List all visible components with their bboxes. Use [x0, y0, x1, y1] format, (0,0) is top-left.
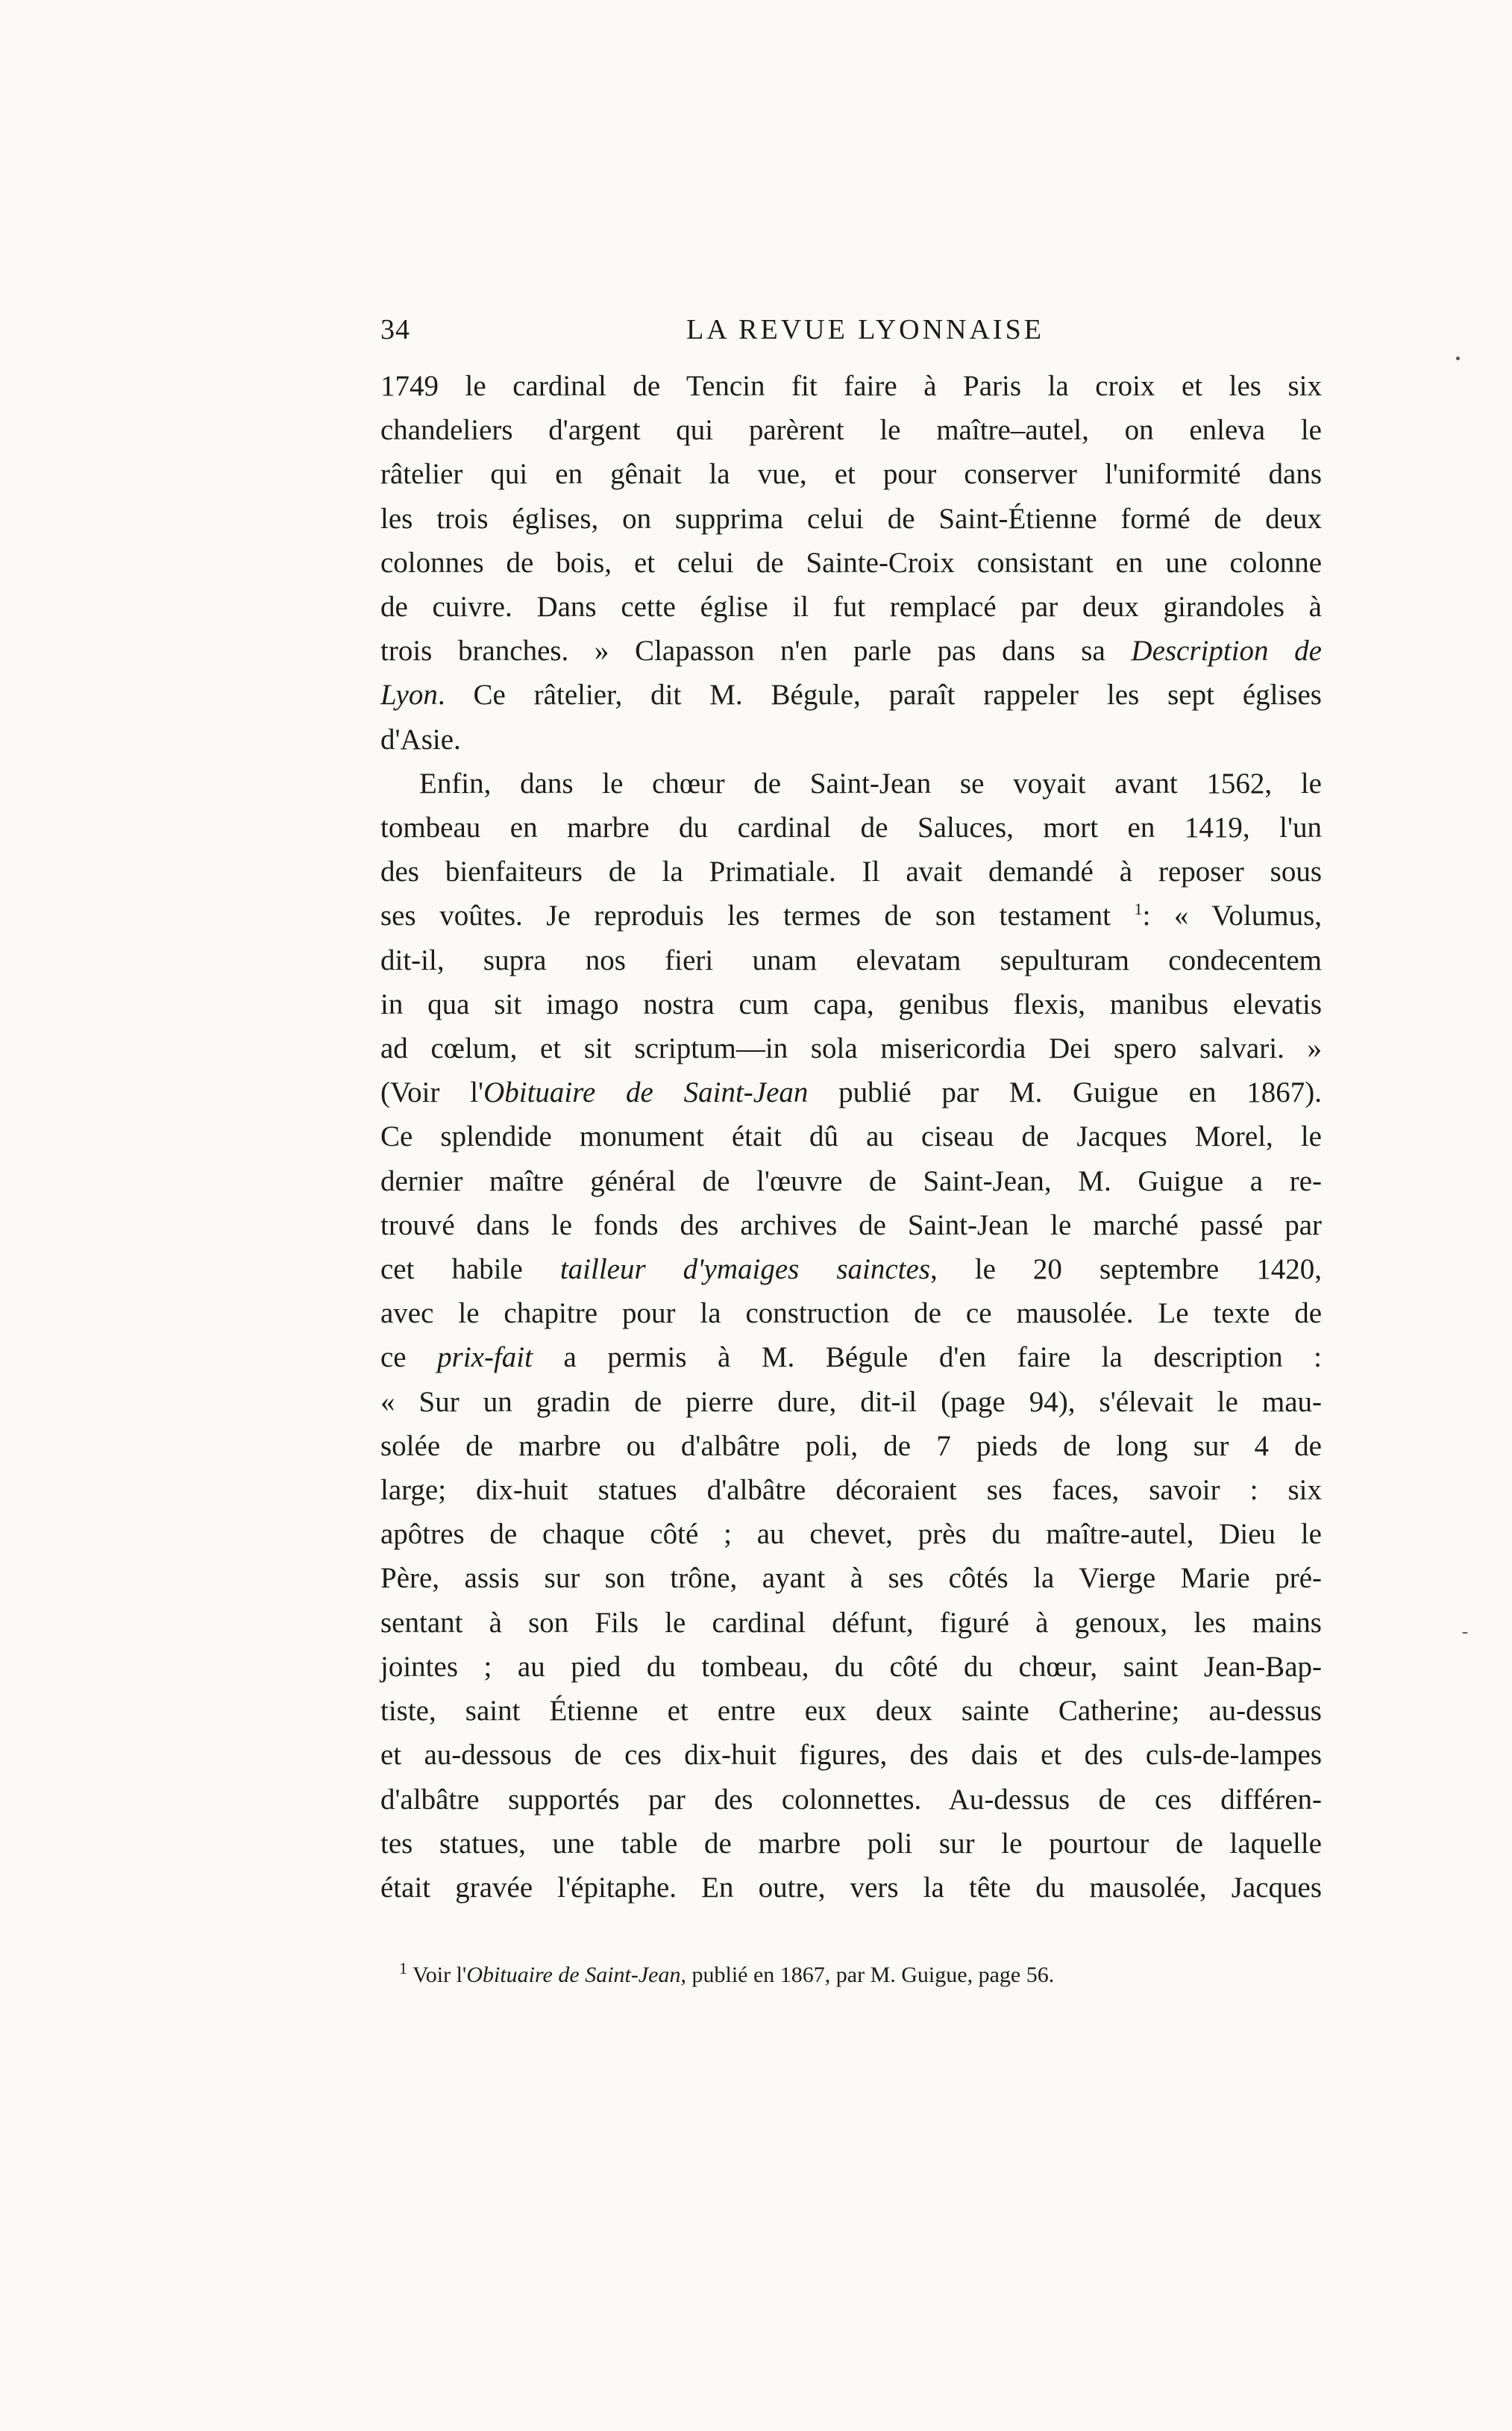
text-line — [380, 1070, 1322, 1114]
journal-title: LA REVUE LYONNAISE — [686, 314, 1044, 345]
text-run: (Voir l' — [380, 1076, 484, 1109]
text-line: Ce splendide monument était dû au ciseau de Jacques Morel, le — [380, 1120, 1322, 1153]
text-line — [380, 1335, 1322, 1379]
italic-title: Obituaire de Saint-Jean — [466, 1963, 681, 1987]
footnote-text: Voir l' — [407, 1963, 467, 1987]
text-run: : « Volumus, — [1142, 900, 1322, 932]
body-text — [380, 364, 1322, 1910]
text-line: trouvé dans le fonds des archives de Saint-Jean le marché passé par — [380, 1208, 1322, 1241]
text-line — [380, 629, 1322, 673]
text-line: dernier maître général de l'œuvre de Saint-Jean, M. Guigue a re- — [380, 1164, 1322, 1197]
footnote-reference: 1 — [1134, 900, 1143, 919]
text-line: dit-il, supra nos fieri unam elevatam sepulturam condecentem — [380, 944, 1322, 976]
text-line: apôtres de chaque côté ; au chevet, près du maître-autel, Dieu le — [380, 1518, 1322, 1551]
text-line: ad cœlum, et sit scriptum—in sola misericordia Dei spero salvari. » — [380, 1032, 1322, 1065]
text-line: d'albâtre supportés par des colonnettes. Au-dessus de ces différen- — [380, 1783, 1322, 1816]
footnote-text: , publié en 1867, par M. Guigue, page 56. — [680, 1963, 1055, 1987]
text-line — [380, 1247, 1322, 1291]
text-run: publié par M. Guigue en 1867). — [808, 1076, 1322, 1109]
ink-speck — [1462, 1632, 1468, 1634]
text-line: râtelier qui en gênait la vue, et pour conserver l'uniformité dans — [380, 458, 1322, 491]
text-line: tombeau en marbre du cardinal de Saluces, mort en 1419, l'un — [380, 812, 1322, 844]
text-line: et au-dessous de ces dix-huit figures, des dais et des culs-de-lampes — [380, 1739, 1322, 1772]
text-line: sentant à son Fils le cardinal défunt, figuré à genoux, les mains — [380, 1606, 1322, 1639]
text-line: chandeliers d'argent qui parèrent le maître–autel, on enleva le — [380, 414, 1322, 447]
text-line: de cuivre. Dans cette église il fut remplacé par deux girandoles à — [380, 591, 1322, 624]
page-number: 34 — [380, 314, 410, 345]
text-line: « Sur un gradin de pierre dure, dit-il (page 94), s'élevait le mau- — [380, 1385, 1322, 1418]
text-line: in qua sit imago nostra cum capa, genibus flexis, manibus elevatis — [380, 988, 1322, 1020]
footnote — [399, 1960, 1324, 1990]
footnote-mark: 1 — [399, 1959, 407, 1977]
text-line — [380, 894, 1322, 938]
text-run: ses voûtes. Je reproduis les termes de son testament — [380, 900, 1111, 932]
italic-title: Description de — [1131, 635, 1322, 668]
italic-title: Obituaire de Saint-Jean — [483, 1076, 809, 1109]
text-line: large; dix-huit statues d'albâtre décoraient ses faces, savoir : six — [380, 1474, 1322, 1507]
text-line: Père, assis sur son trône, ayant à ses côtés la Vierge Marie pré- — [380, 1562, 1322, 1595]
text-line: des bienfaiteurs de la Primatiale. Il avait demandé à reposer sous — [380, 856, 1322, 888]
text-run: , le 20 septembre 1420, — [929, 1253, 1322, 1286]
text-line: tiste, saint Étienne et entre eux deux sainte Catherine; au-dessus — [380, 1695, 1322, 1728]
text-run: . Ce râtelier, dit M. Bégule, paraît rappeler les sept églises — [437, 679, 1322, 712]
text-line: jointes ; au pied du tombeau, du côté du chœur, saint Jean-Bap- — [380, 1650, 1322, 1683]
text-line: tes statues, une table de marbre poli sur le pourtour de laquelle — [380, 1827, 1322, 1860]
text-run: cet habile — [380, 1253, 560, 1286]
text-line — [380, 673, 1322, 717]
text-line: d'Asie. — [380, 723, 461, 756]
text-line: colonnes de bois, et celui de Sainte-Croix consistant en une colonne — [380, 546, 1322, 579]
text-line: était gravée l'épitaphe. En outre, vers la tête du mausolée, Jacques — [380, 1871, 1322, 1904]
text-run: a permis à M. Bégule d'en faire la description : — [532, 1341, 1322, 1374]
paragraph-1 — [380, 364, 1322, 762]
running-head — [380, 313, 1350, 351]
text-line: avec le chapitre pour la construction de ce mausolée. Le texte de — [380, 1297, 1322, 1330]
text-line: solée de marbre ou d'albâtre poli, de 7 pieds de long sur 4 de — [380, 1429, 1322, 1462]
ink-speck — [1456, 357, 1460, 360]
text-line: Enfin, dans le chœur de Saint-Jean se voyait avant 1562, le — [419, 767, 1322, 800]
italic-title: Lyon — [380, 679, 438, 712]
italic-phrase: tailleur d'ymaiges sainctes — [559, 1253, 930, 1286]
text-run: ce — [380, 1341, 438, 1374]
text-line: 1749 le cardinal de Tencin fit faire à Paris la croix et les six — [380, 370, 1322, 402]
text-line: les trois églises, on supprima celui de Saint-Étienne formé de deux — [380, 502, 1322, 535]
italic-phrase: prix-fait — [437, 1341, 533, 1374]
text-run: trois branches. » Clapasson n'en parle pas dans sa — [380, 635, 1132, 668]
paragraph-2 — [380, 762, 1322, 1910]
